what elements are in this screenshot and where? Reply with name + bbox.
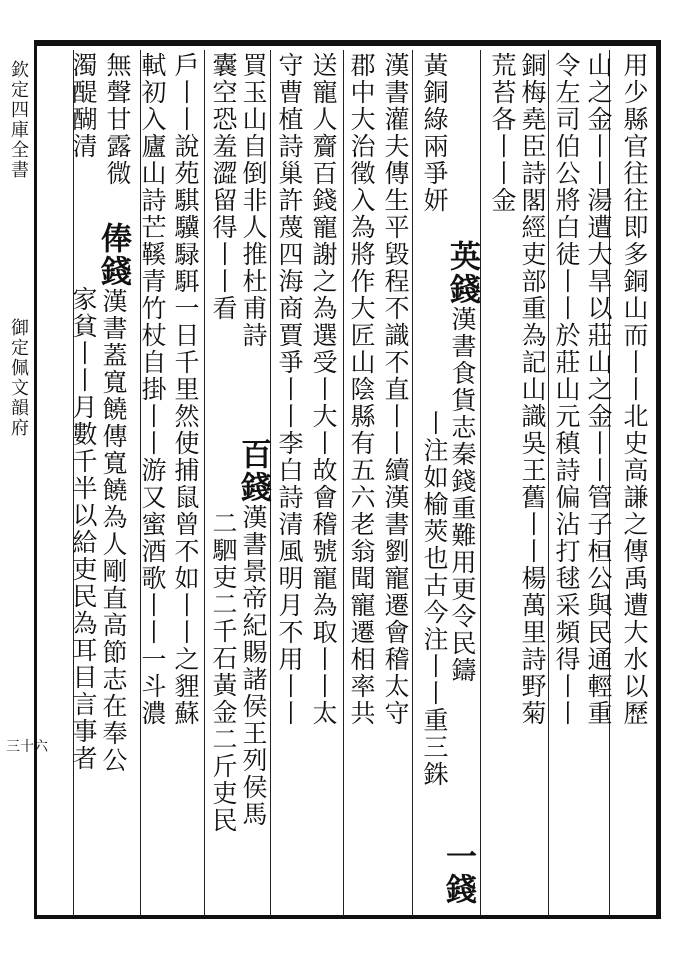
text-column: 濁醍醐清 [69,52,98,160]
text-column: 山之金丨丨湯遭大旱以莊山之金丨丨管子桓公與民通輕重 [584,52,613,727]
entry-heading: 俸錢 [95,222,131,288]
left-border [34,40,37,919]
text-column: 荒苔各丨丨金 [488,52,517,214]
text-column: 家貧丨丨月數千半以給吏民為耳目言事者 [69,286,98,772]
text-column: 用少縣官往往即多銅山而丨丨北史高謙之傳禹遭大水以歷 [620,52,649,727]
text-column: 買玉山自倒非人推杜甫詩 [239,52,268,349]
bottom-border [34,915,660,919]
entry-heading: 一錢 [440,840,476,906]
entry-text: 漢書蓋寬饒傳寬饒為人剛直高節志在奉公 [99,288,128,774]
text-column: 二駟吏二千石黃金二斤吏民 [209,510,238,834]
text-column: 漢書灌夫傳生平毀程不識不直丨丨續漢書劉寵遷會稽太守 [381,52,410,727]
text-column: 戶丨丨說苑騏驥騄駬一日千里然使捕鼠曾不如丨丨之貍蘇 [171,52,200,727]
text-column: 令左司伯公將白徒丨丨於莊山元稹詩偏沾打毬采頻得丨丨 [552,52,581,727]
entry-heading: 百錢 [235,438,271,504]
entry-text: 漢書食貨志秦錢重難用更令民鑄 [448,306,477,684]
page-number: 三十六 [6,739,48,755]
right-border [656,40,661,919]
margin-book-title: 欽定四庫全書 [8,60,29,180]
text-column: 銅梅堯臣詩閣經吏部重為記山識吳王舊丨丨楊萬里詩野菊 [518,52,547,727]
entry-heading: 英錢 [444,240,480,306]
text-column: 囊空恐羞澀留得丨丨看 [209,52,238,322]
column-rule [412,50,413,916]
text-column: 無聲甘露微 [103,52,132,187]
top-border [34,40,660,46]
text-column-with-head [95,222,131,882]
text-column: 軾初入廬山詩芒鞵青竹杖自掛丨丨游又蜜酒歌丨丨一斗濃 [138,52,167,727]
text-column: 守曹植詩巢許蔑四海商賈爭丨丨李白詩清風明月不用丨丨 [275,52,304,727]
text-column-with-head [235,438,271,868]
text-column: 丨注如榆莢也古今注丨丨重三銖 [420,410,449,788]
text-column: 黃銅綠兩爭妍 [420,52,449,214]
text-column: 郡中大治徵入為將作大匠山陰縣有五六老翁聞寵遷相率共 [347,52,376,727]
column-rule [204,50,205,916]
text-column-with-head [444,240,480,860]
column-rule [480,50,481,916]
entry-text: 漢書景帝紀賜諸侯王列侯馬 [239,504,268,828]
text-column: 送寵人齎百錢寵謝之為選受丨大丨故會稽號寵為取丨丨太 [309,52,338,727]
margin-section-title: 御定佩文韻府 [8,318,29,438]
